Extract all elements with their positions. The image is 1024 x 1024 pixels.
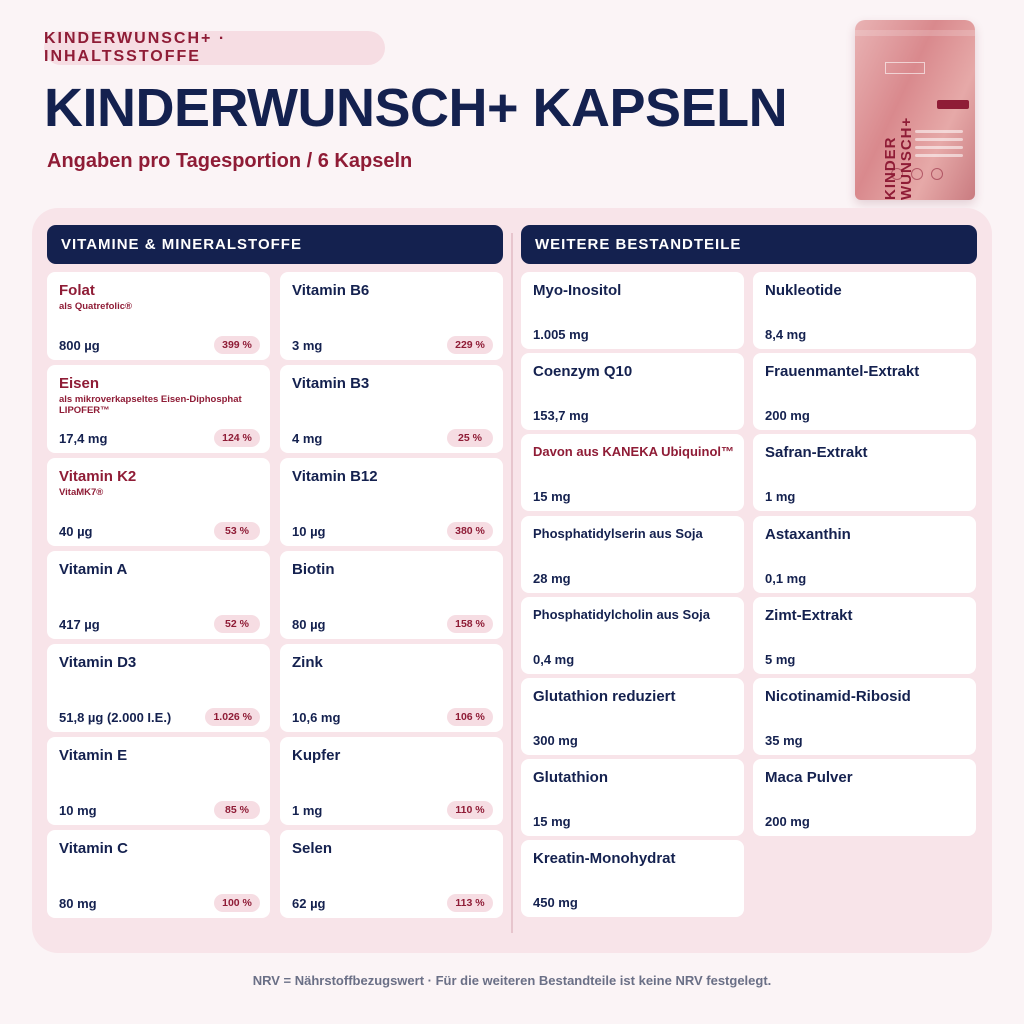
ingredient-name: Glutathion reduziert (533, 688, 676, 705)
vitamins-section-header: VITAMINE & MINERALSTOFFE (47, 225, 503, 264)
ingredient-card (753, 353, 976, 430)
nutrient-name: Vitamin E (59, 747, 128, 764)
nutrient-card (280, 551, 503, 639)
ingredient-amount: 35 mg (765, 733, 803, 748)
ingredient-card (753, 597, 976, 674)
category-badge: KINDERWUNSCH+ · INHALTSSTOFFE (44, 31, 385, 65)
ingredient-name: Phosphatidylserin aus Soja (533, 525, 703, 541)
nutrient-amount: 10 µg (292, 524, 326, 539)
nutrient-card (280, 365, 503, 453)
ingredient-amount: 28 mg (533, 570, 571, 586)
nrv-badge: 52 % (214, 615, 260, 633)
nutrient-card (47, 830, 270, 918)
nutrient-name: Eisen (59, 375, 100, 392)
nutrient-amount: 62 µg (292, 896, 326, 911)
nutrient-name: Folat (59, 282, 95, 299)
nutrient-name: Vitamin B3 (292, 375, 370, 392)
ingredient-amount: 300 mg (533, 733, 578, 748)
nutrient-card (280, 458, 503, 546)
ingredient-name: Davon aus KANEKA Ubiquinol™ (533, 444, 735, 460)
ingredient-card (521, 434, 744, 511)
nutrient-source: als mikroverkapseltes Eisen-Diphosphat LIPOFER™ (59, 394, 242, 416)
nrv-badge: 124 % (214, 429, 260, 447)
nrv-badge: 85 % (214, 801, 260, 819)
pouch-seal (855, 30, 975, 36)
ingredient-amount: 200 mg (765, 814, 810, 830)
nutrient-card (47, 458, 270, 546)
ingredient-amount: 15 mg (533, 814, 571, 830)
ingredient-name: Frauenmantel-Extrakt (765, 363, 920, 381)
ingredient-amount: 1 mg (765, 489, 796, 505)
nutrient-amount: 80 mg (59, 896, 97, 911)
nutrient-card (47, 272, 270, 360)
ingredient-card (521, 840, 744, 917)
nutrient-amount: 800 µg (59, 338, 100, 353)
ingredient-name: Myo-Inositol (533, 282, 622, 299)
ingredient-amount: 153,7 mg (533, 408, 589, 424)
ingredient-card (521, 678, 744, 755)
pouch-badge-icon (931, 168, 943, 180)
nutrient-source: VitaMK7® (59, 487, 104, 498)
ingredient-name: Kreatin-Monohydrat (533, 850, 676, 868)
pouch-text-lines (915, 130, 963, 162)
nutrient-name: Selen (292, 840, 333, 857)
product-pouch-image (855, 20, 975, 200)
pouch-tag (937, 100, 969, 109)
ingredient-amount: 200 mg (765, 408, 810, 424)
nutrient-name: Vitamin C (59, 840, 128, 857)
nutrient-card (280, 737, 503, 825)
nutrient-name: Vitamin K2 (59, 468, 137, 485)
ingredient-name: Nukleotide (765, 282, 842, 299)
nutrient-amount: 417 µg (59, 617, 100, 632)
nutrient-amount: 3 mg (292, 338, 323, 353)
ingredient-card (521, 759, 744, 836)
nrv-badge: 158 % (447, 615, 493, 633)
ingredient-name: Nicotinamid-Ribosid (765, 688, 911, 705)
ingredient-card (753, 678, 976, 755)
ingredient-card (521, 353, 744, 430)
nutrient-amount: 1 mg (292, 803, 323, 818)
nrv-badge: 110 % (447, 801, 493, 819)
nutrient-name: Vitamin B6 (292, 282, 370, 299)
ingredient-name: Maca Pulver (765, 769, 853, 787)
nrv-badge: 100 % (214, 894, 260, 912)
nutrient-amount: 51,8 µg (2.000 I.E.) (59, 710, 172, 725)
ingredient-amount: 1.005 mg (533, 327, 589, 342)
nrv-badge: 380 % (447, 522, 493, 540)
ingredient-card (753, 434, 976, 511)
nutrient-name: Vitamin A (59, 561, 128, 578)
ingredient-card (521, 597, 744, 674)
brand-logo (885, 62, 925, 74)
ingredient-name: Coenzym Q10 (533, 363, 633, 381)
nrv-badge: 229 % (447, 336, 493, 354)
pouch-badge-icon (891, 168, 903, 180)
pouch-label: KINDER WUNSCH+ (882, 116, 915, 200)
ingredient-amount: 0,1 mg (765, 570, 807, 586)
ingredient-name: Safran-Extrakt (765, 444, 868, 462)
nrv-badge: 113 % (447, 894, 493, 912)
nrv-badge: 399 % (214, 336, 260, 354)
nutrient-card (47, 365, 270, 453)
page-title: KINDERWUNSCH+ KAPSELN (44, 78, 788, 138)
ingredient-amount: 5 mg (765, 651, 796, 667)
nutrient-amount: 80 µg (292, 617, 326, 632)
nutrient-amount: 40 µg (59, 524, 93, 539)
ingredient-amount: 0,4 mg (533, 651, 575, 667)
nutrient-name: Vitamin D3 (59, 654, 137, 671)
ingredient-amount: 15 mg (533, 489, 571, 505)
column-divider (511, 233, 513, 933)
ingredient-name: Zimt-Extrakt (765, 606, 853, 624)
ingredient-amount: 8,4 mg (765, 327, 807, 342)
nutrient-amount: 10,6 mg (292, 710, 341, 725)
nutrient-card (280, 272, 503, 360)
nutrient-amount: 10 mg (59, 803, 97, 818)
ingredient-card (521, 516, 744, 593)
nutrient-name: Zink (292, 654, 323, 671)
nutrient-card (47, 644, 270, 732)
ingredient-name: Glutathion (533, 769, 608, 787)
nutrient-amount: 4 mg (292, 431, 323, 446)
ingredient-card (753, 272, 976, 349)
nrv-badge: 53 % (214, 522, 260, 540)
nutrient-name: Biotin (292, 561, 335, 578)
nrv-badge: 106 % (447, 708, 493, 726)
nutrient-card (47, 737, 270, 825)
ingredient-card (753, 516, 976, 593)
ingredient-card (753, 759, 976, 836)
ingredient-amount: 450 mg (533, 895, 578, 911)
ingredient-card (521, 272, 744, 349)
page-subtitle: Angaben pro Tagesportion / 6 Kapseln (47, 150, 413, 172)
nrv-badge: 1.026 % (205, 708, 260, 726)
other-section-header: WEITERE BESTANDTEILE (521, 225, 977, 264)
pouch-badge-icon (911, 168, 923, 180)
nrv-badge: 25 % (447, 429, 493, 447)
nutrient-card (280, 644, 503, 732)
ingredient-name: Astaxanthin (765, 525, 851, 543)
nutrient-name: Vitamin B12 (292, 468, 378, 485)
nutrient-card (280, 830, 503, 918)
ingredient-name: Phosphatidylcholin aus Soja (533, 606, 710, 622)
footnote: NRV = Nährstoffbezugswert · Für die weiteren Bestandteile ist keine NRV festgelegt. (252, 973, 772, 988)
nutrient-card (47, 551, 270, 639)
nutrient-name: Kupfer (292, 747, 341, 764)
nutrient-source: als Quatrefolic® (59, 301, 132, 312)
nutrient-amount: 17,4 mg (59, 431, 108, 446)
